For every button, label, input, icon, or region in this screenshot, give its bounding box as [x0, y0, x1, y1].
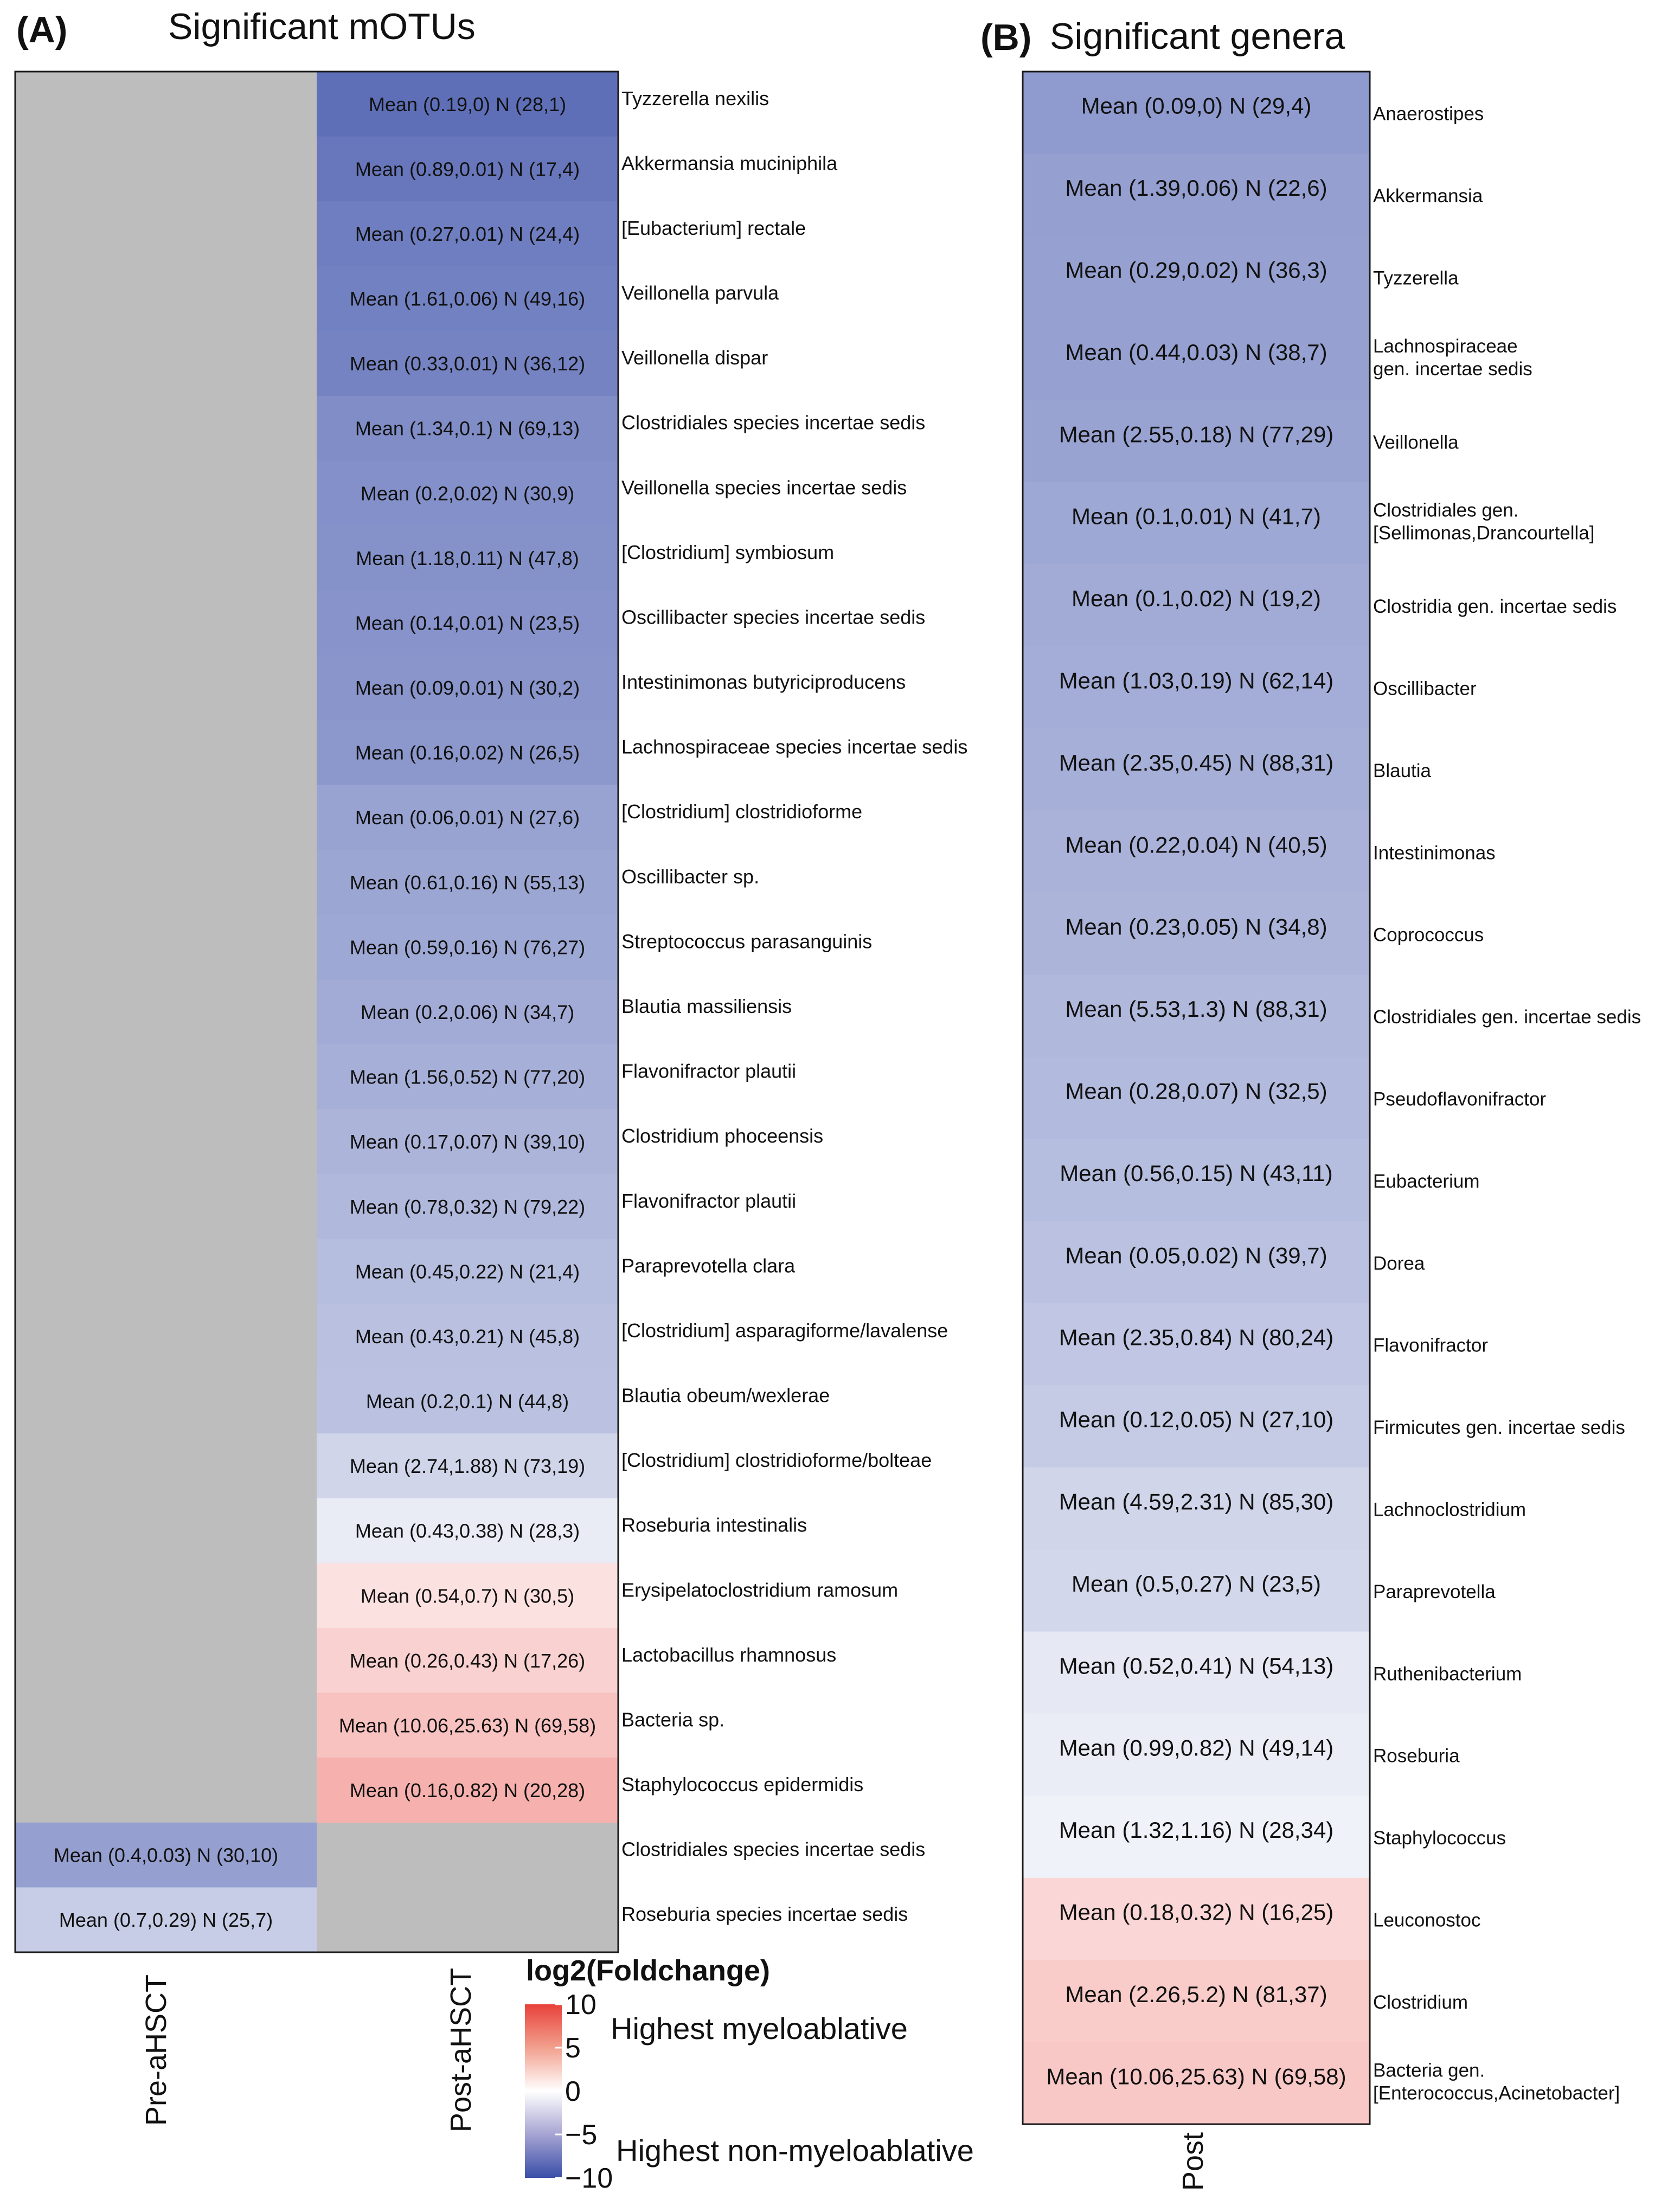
- heatmap-a-cell-text: Mean (1.61,0.06) N (49,16): [349, 287, 586, 310]
- heatmap-a-cell-text: Mean (0.43,0.38) N (28,3): [355, 1519, 580, 1542]
- heatmap-a-cell-text: Mean (0.19,0) N (28,1): [368, 93, 567, 116]
- heatmap-b-cell-text: Mean (0.23,0.05) N (34,8): [1065, 914, 1327, 940]
- heatmap-a-cell-text: Mean (1.34,0.1) N (69,13): [355, 417, 580, 440]
- row-label-tyzzerella: Tyzzerella: [1373, 267, 1459, 289]
- row-label-ruthenibacterium: Ruthenibacterium: [1373, 1663, 1522, 1685]
- heatmap-a-cell-text: Mean (0.45,0.22) N (21,4): [355, 1260, 580, 1283]
- row-label-bacteria-gen-enterococcus-acinetobacter: Bacteria gen. [Enterococcus,Acinetobacter]: [1373, 2060, 1620, 2104]
- heatmap-a-cell-text: Mean (0.59,0.16) N (76,27): [349, 936, 586, 959]
- column-label-post-ahsct: Post-aHSCT: [445, 1967, 477, 2132]
- row-label-oscillibacter-species-incertae-sedis: Oscillibacter species incertae sedis: [621, 606, 926, 629]
- row-label-tyzzerella-nexilis: Tyzzerella nexilis: [621, 87, 769, 110]
- row-label-anaerostipes: Anaerostipes: [1373, 103, 1484, 125]
- heatmap-b-cell-text: Mean (0.1,0.01) N (41,7): [1072, 503, 1321, 529]
- legend-tick-label: 5: [565, 2033, 581, 2064]
- heatmap-b-cells: [1023, 72, 1370, 2125]
- row-label-clostridiales-species-incertae-sedis: Clostridiales species incertae sedis: [621, 1838, 926, 1861]
- row-label-blautia-massiliensis: Blautia massiliensis: [621, 995, 792, 1017]
- heatmap-b-cell-text: Mean (0.18,0.32) N (16,25): [1059, 1899, 1334, 1925]
- heatmap-b-cell-text: Mean (2.26,5.2) N (81,37): [1065, 1981, 1327, 2007]
- heatmap-a-cell-text: Mean (0.17,0.07) N (39,10): [349, 1131, 586, 1153]
- row-label-blautia-obeum-wexlerae: Blautia obeum/wexlerae: [621, 1384, 830, 1407]
- row-label-clostridium-clostridioforme: [Clostridium] clostridioforme: [621, 800, 863, 823]
- row-label-roseburia: Roseburia: [1373, 1745, 1460, 1767]
- row-label-veillonella-dispar: Veillonella dispar: [621, 347, 768, 369]
- heatmap-b-cell-text: Mean (2.35,0.84) N (80,24): [1059, 1324, 1334, 1350]
- heatmap-b-cell-text: Mean (0.12,0.05) N (27,10): [1059, 1407, 1334, 1433]
- row-label-flavonifractor: Flavonifractor: [1373, 1335, 1489, 1356]
- row-label-intestinimonas-butyriciproducens: Intestinimonas butyriciproducens: [621, 671, 906, 694]
- legend-title: log2(Foldchange): [526, 1954, 770, 1987]
- heatmap-b-cell-text: Mean (0.1,0.02) N (19,2): [1072, 586, 1321, 612]
- heatmap-a-cell-text: Mean (0.16,0.02) N (26,5): [355, 741, 580, 764]
- row-label-clostridiales-gen-incertae-sedis: Clostridiales gen. incertae sedis: [1373, 1006, 1641, 1028]
- heatmap-a-cell-text: Mean (0.54,0.7) N (30,5): [360, 1585, 575, 1607]
- heatmap-a-cell-text: Mean (0.7,0.29) N (25,7): [59, 1909, 273, 1932]
- row-label-clostridiales-species-incertae-sedis: Clostridiales species incertae sedis: [621, 411, 926, 434]
- row-label-flavonifractor-plautii: Flavonifractor plautii: [621, 1060, 797, 1082]
- panel-b-title: Significant genera: [1050, 16, 1345, 57]
- heatmap-a-cell-text: Mean (2.74,1.88) N (73,19): [349, 1455, 586, 1478]
- heatmap-b: [1023, 72, 1370, 2125]
- legend-tick-label: −5: [565, 2119, 598, 2151]
- row-label-veillonella: Veillonella: [1373, 432, 1459, 453]
- row-label-oscillibacter-sp: Oscillibacter sp.: [621, 865, 760, 888]
- row-label-staphylococcus: Staphylococcus: [1373, 1828, 1506, 1849]
- row-label-paraprevotella: Paraprevotella: [1373, 1581, 1496, 1602]
- legend-ticks: [555, 1989, 613, 2194]
- heatmap-a-cell-text: Mean (0.14,0.01) N (23,5): [355, 612, 580, 634]
- heatmap-b-cell-text: Mean (0.28,0.07) N (32,5): [1065, 1078, 1327, 1104]
- legend-low-label: Highest non-myeloablative: [616, 2133, 974, 2168]
- heatmap-a-cell-text: Mean (0.16,0.82) N (20,28): [349, 1779, 586, 1802]
- row-label-veillonella-parvula: Veillonella parvula: [621, 281, 779, 304]
- row-label-streptococcus-parasanguinis: Streptococcus parasanguinis: [621, 930, 873, 953]
- heatmap-a-cell-text: Mean (10.06,25.63) N (69,58): [338, 1714, 597, 1737]
- row-label-lachnospiraceae-gen-incertae-sedis: Lachnospiraceae gen. incertae sedis: [1373, 335, 1532, 380]
- panel-b-tag: (B): [980, 17, 1032, 58]
- heatmap-b-cell-text: Mean (0.09,0) N (29,4): [1081, 93, 1312, 119]
- heatmap-b-cell-text: Mean (2.55,0.18) N (77,29): [1059, 421, 1334, 447]
- row-label-clostridium-phoceensis: Clostridium phoceensis: [621, 1125, 824, 1147]
- row-label-clostridium-clostridioforme-bolteae: [Clostridium] clostridioforme/bolteae: [621, 1449, 932, 1472]
- heatmap-b-cell-text: Mean (0.5,0.27) N (23,5): [1072, 1570, 1321, 1597]
- heatmap-a-row-labels: [621, 87, 967, 1925]
- row-label-akkermansia: Akkermansia: [1373, 185, 1483, 207]
- heatmap-b-cell-text: Mean (0.22,0.04) N (40,5): [1065, 832, 1327, 858]
- row-label-firmicutes-gen-incertae-sedis: Firmicutes gen. incertae sedis: [1373, 1417, 1625, 1439]
- heatmap-a-cell-text: Mean (0.78,0.32) N (79,22): [349, 1195, 586, 1218]
- row-label-lactobacillus-rhamnosus: Lactobacillus rhamnosus: [621, 1643, 837, 1666]
- row-label-veillonella-species-incertae-sedis: Veillonella species incertae sedis: [621, 476, 907, 499]
- row-label-clostridium: Clostridium: [1373, 1991, 1468, 2013]
- heatmap-a-cell-text: Mean (0.33,0.01) N (36,12): [349, 352, 586, 375]
- row-label-staphylococcus-epidermidis: Staphylococcus epidermidis: [621, 1773, 864, 1796]
- heatmap-b-cell-text: Mean (5.53,1.3) N (88,31): [1065, 996, 1327, 1022]
- legend-tick-label: 0: [565, 2076, 581, 2107]
- colorbar-legend: [525, 1954, 974, 2194]
- row-label-intestinimonas: Intestinimonas: [1373, 842, 1496, 864]
- row-label-clostridia-gen-incertae-sedis: Clostridia gen. incertae sedis: [1373, 596, 1617, 618]
- heatmap-a-cell-text: Mean (0.61,0.16) N (55,13): [349, 871, 586, 894]
- heatmap-b-cell-text: Mean (1.03,0.19) N (62,14): [1059, 668, 1334, 694]
- legend-tick-label: −10: [565, 2163, 613, 2194]
- panel-a-title: Significant mOTUs: [168, 6, 476, 47]
- row-label-leuconostoc: Leuconostoc: [1373, 1909, 1481, 1931]
- heatmap-a-cell-text: Mean (0.27,0.01) N (24,4): [355, 222, 580, 245]
- row-label-eubacterium-rectale: [Eubacterium] rectale: [621, 216, 806, 239]
- row-label-blautia: Blautia: [1373, 760, 1432, 781]
- heatmap-b-cell-text: Mean (2.35,0.45) N (88,31): [1059, 749, 1334, 775]
- heatmap-a-cell-text: Mean (0.4,0.03) N (30,10): [53, 1844, 279, 1867]
- row-label-paraprevotella-clara: Paraprevotella clara: [621, 1254, 796, 1277]
- heatmap-a-cell-text: Mean (1.18,0.11) N (47,8): [356, 547, 579, 569]
- row-label-akkermansia-muciniphila: Akkermansia muciniphila: [621, 152, 838, 175]
- heatmap-b-cell-text: Mean (0.99,0.82) N (49,14): [1059, 1735, 1334, 1761]
- heatmap-a-cell-text: Mean (0.89,0.01) N (17,4): [355, 158, 580, 181]
- row-label-eubacterium: Eubacterium: [1373, 1170, 1480, 1192]
- heatmap-a-cell-text: Mean (0.26,0.43) N (17,26): [349, 1649, 586, 1672]
- row-label-roseburia-species-incertae-sedis: Roseburia species incertae sedis: [621, 1903, 908, 1926]
- legend-high-label: Highest myeloablative: [611, 2011, 908, 2046]
- heatmap-a-cell-text: Mean (0.43,0.21) N (45,8): [355, 1325, 580, 1348]
- row-label-clostridium-asparagiforme-lavalense: [Clostridium] asparagiforme/lavalense: [621, 1319, 948, 1342]
- heatmap-b-cell-text: Mean (0.56,0.15) N (43,11): [1060, 1160, 1333, 1186]
- heatmap-b-cell-text: Mean (10.06,25.63) N (69,58): [1046, 2063, 1346, 2089]
- row-label-clostridiales-gen-sellimonas-drancourtella: Clostridiales gen. [Sellimonas,Drancourtella]: [1373, 499, 1595, 544]
- heatmap-b-cell-text: Mean (1.39,0.06) N (22,6): [1065, 175, 1327, 201]
- heatmap-b-cell-text: Mean (0.29,0.02) N (36,3): [1065, 257, 1327, 283]
- heatmap-a-cell-text: Mean (0.06,0.01) N (27,6): [355, 806, 580, 829]
- row-label-dorea: Dorea: [1373, 1253, 1425, 1274]
- row-label-flavonifractor-plautii: Flavonifractor plautii: [621, 1189, 797, 1212]
- panel-a-tag: (A): [16, 9, 68, 50]
- row-label-roseburia-intestinalis: Roseburia intestinalis: [621, 1514, 807, 1536]
- row-label-coprococcus: Coprococcus: [1373, 924, 1484, 946]
- heatmap-a-cell-text: Mean (1.56,0.52) N (77,20): [349, 1066, 586, 1088]
- row-label-oscillibacter: Oscillibacter: [1373, 678, 1477, 700]
- heatmap-a-cell-text: Mean (0.2,0.1) N (44,8): [365, 1390, 569, 1413]
- heatmap-b-cell-text: Mean (0.05,0.02) N (39,7): [1065, 1242, 1327, 1268]
- row-label-bacteria-sp: Bacteria sp.: [621, 1708, 725, 1731]
- heatmap-b-cell-text: Mean (0.44,0.03) N (38,7): [1065, 339, 1327, 365]
- heatmap-a-cell-text: Mean (0.09,0.01) N (30,2): [355, 677, 580, 700]
- row-label-pseudoflavonifractor: Pseudoflavonifractor: [1373, 1088, 1547, 1110]
- heatmap-a-cell-text: Mean (0.2,0.06) N (34,7): [360, 1001, 575, 1023]
- row-label-erysipelatoclostridium-ramosum: Erysipelatoclostridium ramosum: [621, 1579, 899, 1601]
- legend-tick-label: 10: [565, 1989, 597, 2021]
- row-label-lachnoclostridium: Lachnoclostridium: [1373, 1499, 1527, 1521]
- heatmap-b-cell-text: Mean (1.32,1.16) N (28,34): [1059, 1817, 1334, 1843]
- heatmap-b-cell-text: Mean (0.52,0.41) N (54,13): [1059, 1653, 1334, 1679]
- column-label-pre-ahsct: Pre-aHSCT: [140, 1974, 172, 2126]
- heatmap-a: [15, 72, 618, 1953]
- row-label-lachnospiraceae-species-incertae-sedis: Lachnospiraceae species incertae sedis: [621, 735, 968, 758]
- heatmap-b-row-labels: [1373, 104, 1641, 2104]
- row-label-clostridium-symbiosum: [Clostridium] symbiosum: [621, 541, 835, 563]
- heatmap-b-cell-text: Mean (4.59,2.31) N (85,30): [1059, 1489, 1334, 1515]
- heatmap-a-cell-text: Mean (0.2,0.02) N (30,9): [360, 482, 575, 505]
- column-label-post: Post: [1177, 2132, 1209, 2191]
